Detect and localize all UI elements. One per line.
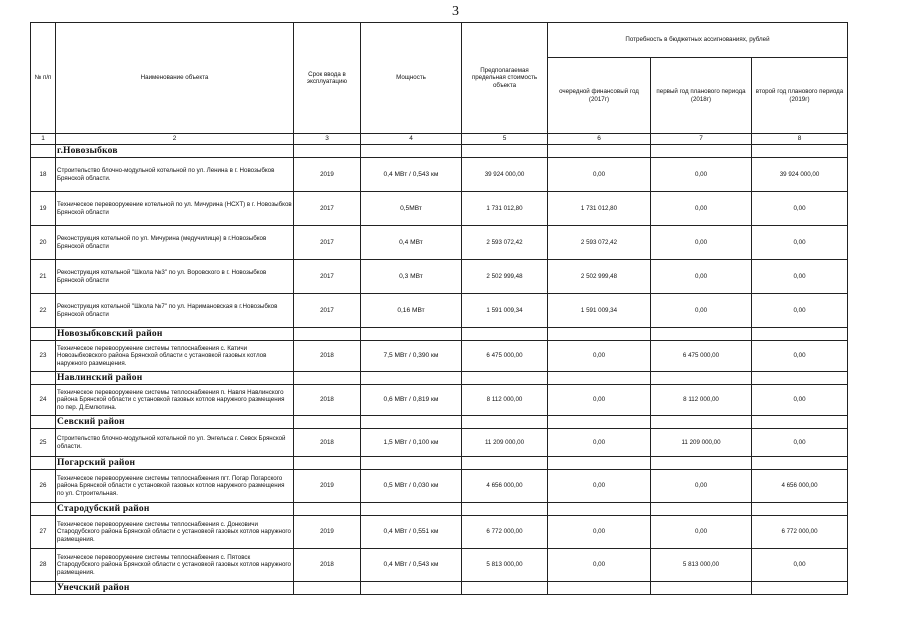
object-name: Строительство блочно-модульной котельной по ул. Ленина в г. Новозыбков Брянской области. [56,158,294,192]
object-name: Техническое перевооружение котельной по ул. Мичурина (НСХТ) в г. Новозыбков Брянской области [56,192,294,226]
commission-year: 2019 [294,158,361,192]
object-cost: 1 731 012,80 [462,192,548,226]
capacity: 0,5 МВт / 0,030 км [361,470,462,503]
region-name: Погарский район [56,457,294,470]
commission-year: 2017 [294,260,361,294]
object-name: Техническое перевооружение системы теплоснабжения с. Донковичи Стародубского района Брянской области с установкой газовых котлов наружного размещения. [56,516,294,549]
commission-year: 2018 [294,385,361,416]
col-number: 8 [752,134,848,145]
amount-2017: 0,00 [548,516,651,549]
capacity: 0,4 МВт [361,226,462,260]
object-name: Техническое перевооружение системы теплоснабжения п. Навля Навлинского района Брянской области с установкой газовых котлов наружного размещения по пер. Д.Емлютина. [56,385,294,416]
amount-2019: 0,00 [752,385,848,416]
amount-2018: 0,00 [651,226,752,260]
amount-2017: 2 502 999,48 [548,260,651,294]
table-row [31,260,848,294]
capacity: 0,5МВт [361,192,462,226]
object-name: Реконструкция котельной "Школа №7" по ул. Наримановская в г.Новозыбков Брянской области [56,294,294,328]
row-num: 28 [31,549,56,582]
col-number: 5 [462,134,548,145]
row-num: 18 [31,158,56,192]
region-name: Унечский район [56,582,294,595]
region-name: г.Новозыбков [56,145,294,158]
amount-2018: 0,00 [651,470,752,503]
amount-2019: 0,00 [752,192,848,226]
amount-2017: 1 591 009,34 [548,294,651,328]
object-name: Техническое перевооружение системы теплоснабжения с. Катичи Новозыбковского района Брянской области с установкой газовых котлов наружного размещения. [56,341,294,372]
capacity: 1,5 МВт / 0,100 км [361,429,462,457]
column-numbers-row [31,134,848,145]
amount-2017: 0,00 [548,429,651,457]
object-cost: 2 502 999,48 [462,260,548,294]
col-number: 4 [361,134,462,145]
row-num: 21 [31,260,56,294]
region-name: Новозыбковский район [56,328,294,341]
header-num: № п/п [31,23,56,134]
amount-2018: 6 475 000,00 [651,341,752,372]
col-number: 7 [651,134,752,145]
region-row [31,416,848,429]
amount-2018: 0,00 [651,516,752,549]
amount-2018: 8 112 000,00 [651,385,752,416]
table-row [31,470,848,503]
commission-year: 2018 [294,549,361,582]
amount-2018: 11 209 000,00 [651,429,752,457]
capacity: 0,4 МВт / 0,543 км [361,549,462,582]
object-cost: 6 475 000,00 [462,341,548,372]
row-num: 26 [31,470,56,503]
region-row [31,503,848,516]
object-cost: 39 924 000,00 [462,158,548,192]
amount-2019: 4 656 000,00 [752,470,848,503]
capacity: 7,5 МВт / 0,390 км [361,341,462,372]
table-row [31,192,848,226]
object-cost: 4 656 000,00 [462,470,548,503]
region-row [31,328,848,341]
row-num: 19 [31,192,56,226]
amount-2019: 0,00 [752,260,848,294]
object-cost: 6 772 000,00 [462,516,548,549]
amount-2017: 1 731 012,80 [548,192,651,226]
row-num: 22 [31,294,56,328]
col-number: 6 [548,134,651,145]
commission-year: 2019 [294,470,361,503]
region-name: Навлинский район [56,372,294,385]
capacity: 0,3 МВт [361,260,462,294]
table-row [31,294,848,328]
row-num: 23 [31,341,56,372]
commission-year: 2017 [294,294,361,328]
amount-2018: 5 813 000,00 [651,549,752,582]
amount-2019: 39 924 000,00 [752,158,848,192]
header-year-2018: первый год планового периода (2018г) [651,58,752,134]
amount-2017: 0,00 [548,385,651,416]
amount-2017: 2 593 072,42 [548,226,651,260]
amount-2018: 0,00 [651,260,752,294]
amount-2019: 6 772 000,00 [752,516,848,549]
capacity: 0,6 МВт / 0,819 км [361,385,462,416]
table-row [31,549,848,582]
header-cost: Предполагаемая предельная стоимость объекта [462,23,548,134]
table-row [31,226,848,260]
row-num: 20 [31,226,56,260]
amount-2018: 0,00 [651,294,752,328]
header-year-2017: очередной финансовый год (2017г) [548,58,651,134]
commission-year: 2017 [294,226,361,260]
region-name: Севский район [56,416,294,429]
page-number: 3 [452,4,459,19]
amount-2019: 0,00 [752,341,848,372]
object-cost: 1 591 009,34 [462,294,548,328]
amount-2019: 0,00 [752,226,848,260]
header-term: Срок ввода в эксплуатацию [294,23,361,134]
col-number: 1 [31,134,56,145]
row-num: 27 [31,516,56,549]
object-name: Реконструкция котельной по ул. Мичурина (медучилище) в г.Новозыбков Брянской области [56,226,294,260]
budget-table [30,22,848,595]
header-power: Мощность [361,23,462,134]
commission-year: 2017 [294,192,361,226]
table-row [31,385,848,416]
object-cost: 8 112 000,00 [462,385,548,416]
col-number: 3 [294,134,361,145]
row-num: 25 [31,429,56,457]
object-cost: 11 209 000,00 [462,429,548,457]
commission-year: 2018 [294,341,361,372]
amount-2019: 0,00 [752,429,848,457]
region-row [31,582,848,595]
region-row [31,457,848,470]
amount-2018: 0,00 [651,158,752,192]
commission-year: 2019 [294,516,361,549]
table-row [31,429,848,457]
object-name: Техническое перевооружение системы теплоснабжения с. Пятовск Стародубского района Брянской области с установкой газовых котлов наружного размещения. [56,549,294,582]
header-name: Наименование объекта [56,23,294,134]
capacity: 0,4 МВт / 0,543 км [361,158,462,192]
amount-2017: 0,00 [548,470,651,503]
header-year-2019: второй год планового периода (2019г) [752,58,848,134]
object-cost: 5 813 000,00 [462,549,548,582]
header-need: Потребность в бюджетных ассигнованиях, рублей [548,23,848,58]
amount-2017: 0,00 [548,549,651,582]
table-row [31,158,848,192]
row-num: 24 [31,385,56,416]
amount-2018: 0,00 [651,192,752,226]
capacity: 0,4 МВт / 0,551 км [361,516,462,549]
object-name: Техническое перевооружение системы теплоснабжения пгт. Погар Погарского района Брянской области с установкой газовых котлов наружного размещения по ул. Строительная. [56,470,294,503]
region-row [31,145,848,158]
amount-2017: 0,00 [548,158,651,192]
capacity: 0,16 МВт [361,294,462,328]
amount-2017: 0,00 [548,341,651,372]
col-number: 2 [56,134,294,145]
table-row [31,341,848,372]
region-name: Стародубский район [56,503,294,516]
object-name: Реконструкция котельной "Школа №3" по ул. Воровского в г. Новозыбков Брянской области [56,260,294,294]
amount-2019: 0,00 [752,294,848,328]
table-row [31,516,848,549]
commission-year: 2018 [294,429,361,457]
region-row [31,372,848,385]
amount-2019: 0,00 [752,549,848,582]
object-cost: 2 593 072,42 [462,226,548,260]
object-name: Строительство блочно-модульной котельной по ул. Энгельса г. Севск Брянской области. [56,429,294,457]
